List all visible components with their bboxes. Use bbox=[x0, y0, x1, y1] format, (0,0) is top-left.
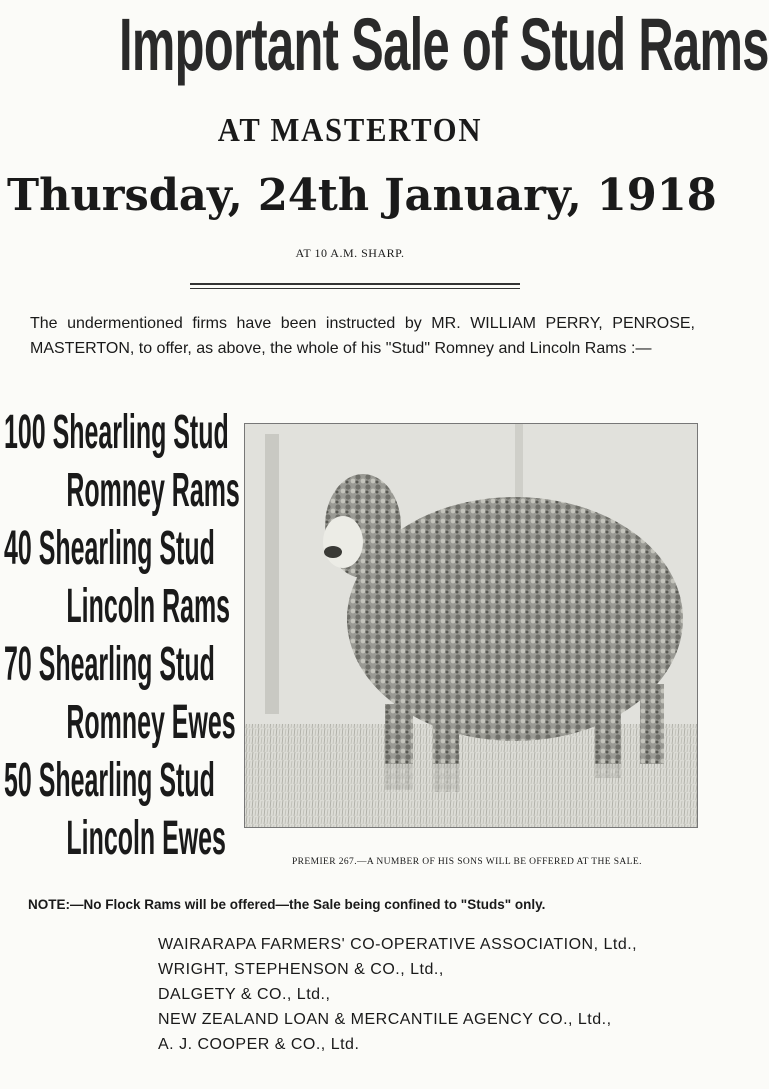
firm-item: DALGETY & CO., Ltd., bbox=[158, 986, 331, 1003]
divider-rule-thin bbox=[190, 288, 520, 289]
note-line: NOTE:—No Flock Rams will be offered—the Sale being confined to "Studs" only. bbox=[28, 897, 546, 912]
lot-list bbox=[4, 404, 240, 868]
firm-item: WRIGHT, STEPHENSON & CO., Ltd., bbox=[158, 961, 444, 978]
lot-3-line1: 70 Shearling Stud bbox=[4, 638, 215, 691]
sale-date: Thursday, 24th January, 1918 bbox=[7, 170, 717, 221]
firm-item: A. J. COOPER & CO., Ltd. bbox=[158, 1036, 360, 1053]
location-line: AT MASTERTON bbox=[217, 112, 483, 149]
ram-photo bbox=[244, 423, 698, 828]
firm-item: NEW ZEALAND LOAN & MERCANTILE AGENCY CO., Ltd., bbox=[158, 1011, 612, 1028]
lot-1-line2: Romney Rams bbox=[66, 464, 240, 517]
lot-4-line1: 50 Shearling Stud bbox=[4, 754, 215, 807]
intro-paragraph: The undermentioned firms have been instructed by MR. WILLIAM PERRY, PENROSE, MASTERTON, to offer, as above, the whole of his "Stud" Romney and Lincoln Rams :— bbox=[30, 315, 695, 357]
firm-item: WAIRARAPA FARMERS' CO-OPERATIVE ASSOCIATION, Ltd., bbox=[158, 936, 638, 953]
ram-illustration-icon bbox=[245, 424, 697, 827]
lot-2-line1: 40 Shearling Stud bbox=[4, 522, 215, 575]
headline: Important Sale of Stud Rams bbox=[118, 3, 769, 86]
lot-4-line2: Lincoln Ewes bbox=[66, 812, 226, 865]
lot-1-line1: 100 Shearling Stud bbox=[4, 406, 229, 459]
lot-3-line2: Romney Ewes bbox=[66, 696, 236, 749]
sale-time: AT 10 A.M. SHARP. bbox=[295, 246, 405, 260]
divider-rule bbox=[190, 283, 520, 285]
firm-list bbox=[158, 932, 698, 1057]
lot-2-line2: Lincoln Rams bbox=[66, 580, 231, 633]
photo-caption: PREMIER 267.—A NUMBER OF HIS SONS WILL BE OFFERED AT THE SALE. bbox=[292, 857, 642, 867]
